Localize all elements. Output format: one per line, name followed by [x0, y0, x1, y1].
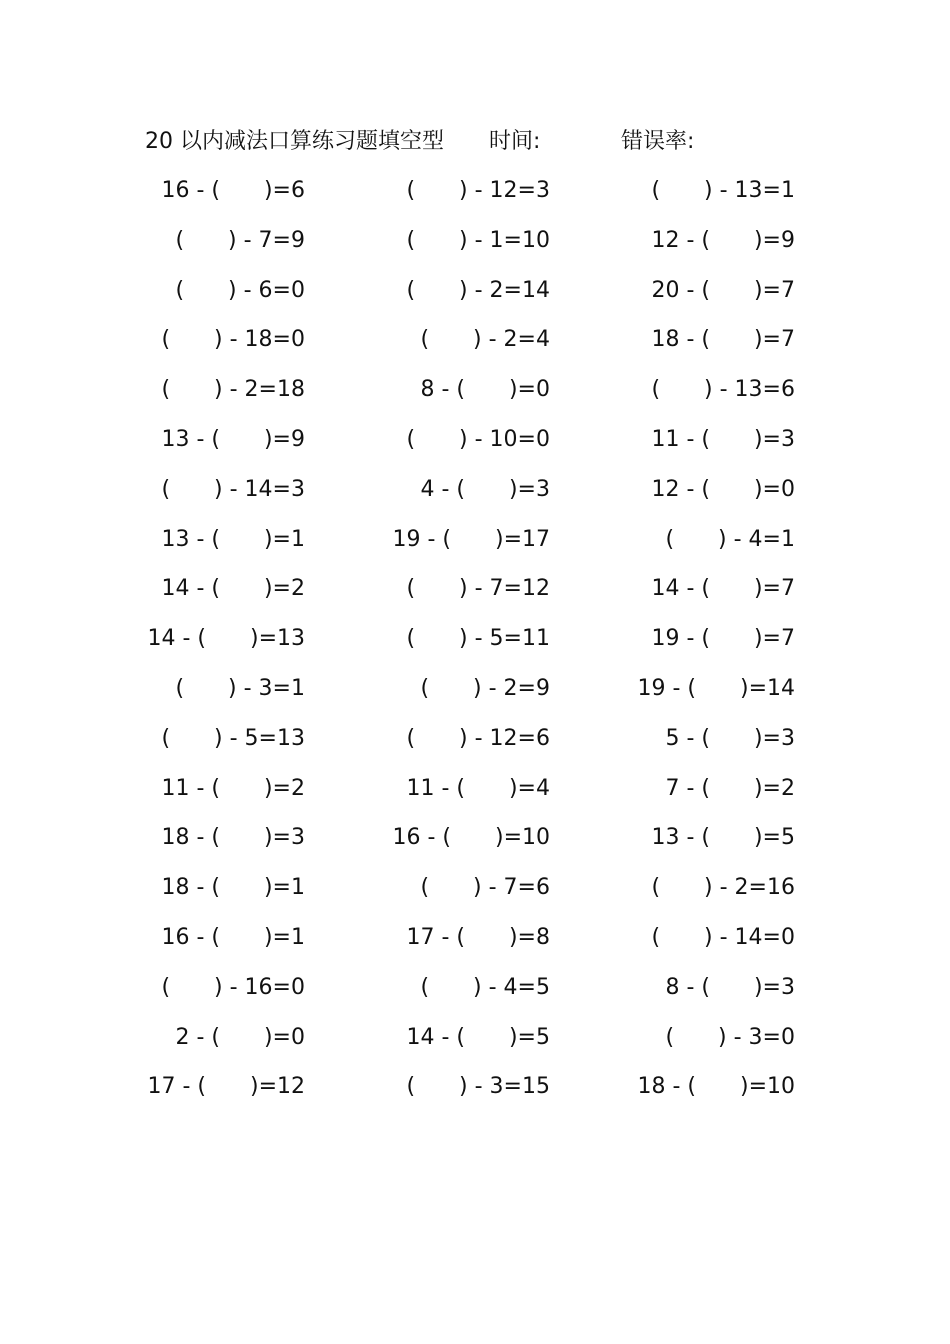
subtraction-problem: 14 - ( )=13 [147, 626, 305, 652]
subtraction-problem: ( ) - 7=12 [406, 576, 550, 602]
subtraction-problem: 19 - ( )=14 [637, 675, 795, 701]
subtraction-problem: ( ) - 2=16 [651, 875, 795, 901]
problem-row [0, 520, 950, 570]
subtraction-problem: ( ) - 14=3 [161, 476, 305, 502]
error-rate-label: 错误率: [621, 129, 695, 154]
problem-row [0, 320, 950, 370]
subtraction-problem: 11 - ( )=2 [161, 775, 305, 801]
subtraction-problem: 18 - ( )=7 [651, 327, 795, 353]
subtraction-problem: 11 - ( )=3 [651, 426, 795, 452]
subtraction-problem: ( ) - 3=15 [406, 1074, 550, 1100]
problem-row [0, 1018, 950, 1068]
problem-row [0, 569, 950, 619]
subtraction-problem: ( ) - 1=10 [406, 227, 550, 253]
subtraction-problem: 12 - ( )=0 [651, 476, 795, 502]
subtraction-problem: ( ) - 6=0 [175, 277, 305, 303]
subtraction-problem: 14 - ( )=7 [651, 576, 795, 602]
problem-row [0, 769, 950, 819]
subtraction-problem: 13 - ( )=9 [161, 426, 305, 452]
problem-row [0, 669, 950, 719]
problem-row [0, 719, 950, 769]
subtraction-problem: ( ) - 12=6 [406, 725, 550, 751]
problem-row [0, 918, 950, 968]
subtraction-problem: ( ) - 10=0 [406, 426, 550, 452]
subtraction-problem: 18 - ( )=3 [161, 825, 305, 851]
subtraction-problem: ( ) - 14=0 [651, 924, 795, 950]
subtraction-problem: ( ) - 4=5 [420, 974, 550, 1000]
subtraction-problem: 17 - ( )=8 [406, 924, 550, 950]
subtraction-problem: 20 - ( )=7 [651, 277, 795, 303]
subtraction-problem: 18 - ( )=10 [637, 1074, 795, 1100]
subtraction-problem: ( ) - 2=4 [420, 327, 550, 353]
subtraction-problem: 17 - ( )=12 [147, 1074, 305, 1100]
subtraction-problem: 14 - ( )=5 [406, 1024, 550, 1050]
subtraction-problem: ( ) - 2=18 [161, 377, 305, 403]
subtraction-problem: ( ) - 2=14 [406, 277, 550, 303]
subtraction-problem: ( ) - 3=1 [175, 675, 305, 701]
subtraction-problem: ( ) - 5=11 [406, 626, 550, 652]
subtraction-problem: ( ) - 7=6 [420, 875, 550, 901]
subtraction-problem: 2 - ( )=0 [175, 1024, 305, 1050]
subtraction-problem: 18 - ( )=1 [161, 875, 305, 901]
subtraction-problem: 4 - ( )=3 [420, 476, 550, 502]
problem-row [0, 619, 950, 669]
problem-grid [0, 171, 950, 1117]
problem-row [0, 370, 950, 420]
subtraction-problem: 11 - ( )=4 [406, 775, 550, 801]
problem-row [0, 470, 950, 520]
subtraction-problem: 8 - ( )=3 [665, 974, 795, 1000]
problem-row [0, 968, 950, 1018]
problem-row [0, 221, 950, 271]
problem-row [0, 171, 950, 221]
subtraction-problem: 16 - ( )=1 [161, 924, 305, 950]
subtraction-problem: 19 - ( )=7 [651, 626, 795, 652]
worksheet-title: 20 以内减法口算练习题填空型 [145, 129, 444, 154]
subtraction-problem: ( ) - 2=9 [420, 675, 550, 701]
subtraction-problem: 13 - ( )=5 [651, 825, 795, 851]
problem-row [0, 420, 950, 470]
subtraction-problem: 13 - ( )=1 [161, 526, 305, 552]
subtraction-problem: ( ) - 18=0 [161, 327, 305, 353]
time-label: 时间: [489, 129, 541, 154]
subtraction-problem: ( ) - 13=6 [651, 377, 795, 403]
subtraction-problem: 8 - ( )=0 [420, 377, 550, 403]
subtraction-problem: 12 - ( )=9 [651, 227, 795, 253]
problem-row [0, 271, 950, 321]
subtraction-problem: ( ) - 5=13 [161, 725, 305, 751]
subtraction-problem: ( ) - 13=1 [651, 178, 795, 203]
problem-row [0, 818, 950, 868]
subtraction-problem: 14 - ( )=2 [161, 576, 305, 602]
subtraction-problem: 16 - ( )=6 [161, 178, 305, 203]
subtraction-problem: ( ) - 12=3 [406, 178, 550, 203]
subtraction-problem: 5 - ( )=3 [665, 725, 795, 751]
subtraction-problem: ( ) - 16=0 [161, 974, 305, 1000]
subtraction-problem: ( ) - 7=9 [175, 227, 305, 253]
problem-row [0, 868, 950, 918]
subtraction-problem: 19 - ( )=17 [392, 526, 550, 552]
subtraction-problem: ( ) - 4=1 [665, 526, 795, 552]
subtraction-problem: 16 - ( )=10 [392, 825, 550, 851]
problem-row [0, 1067, 950, 1117]
subtraction-problem: ( ) - 3=0 [665, 1024, 795, 1050]
subtraction-problem: 7 - ( )=2 [665, 775, 795, 801]
